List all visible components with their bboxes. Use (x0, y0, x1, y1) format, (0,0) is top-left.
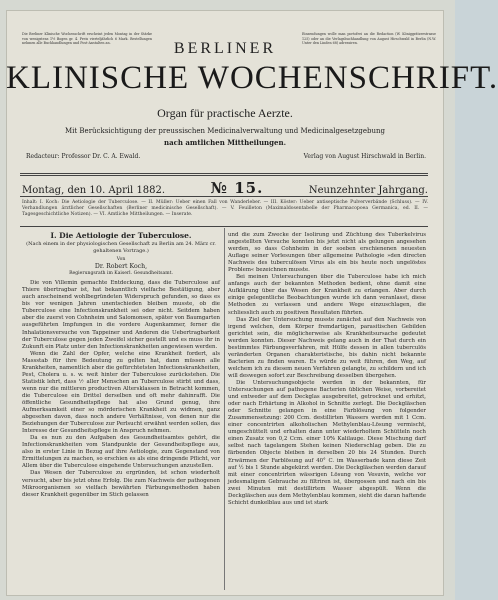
masthead-subline: Mit Berücksichtigung der preussischen Medicinalverwaltung und Medicinalgesetzgebung (64, 127, 386, 135)
column-divider (224, 228, 225, 590)
article-title: I. Die Aetiologie der Tuberculose. (50, 231, 192, 240)
masthead-subline-2: nach amtlichen Mittheilungen. (163, 138, 287, 147)
article-paragraph: Wenn die Zahl der Opfer, welche eine Krankheit fordert, als Massstab für ihre Bedeutung zu gelten hat, dann müssen alle Krankheiten, namentlich aber die gefürchtetsten Infectionskrankheiten, Pest, Cholera u. s. w. weit hinter der Tuberculose zurückstehen. Die Statistik lehrt, dass ⅐ aller Menschen an Tuberculose stirbt und dass, wenn nur die mittleren productiven Altersklassen in Betracht kommen, die Tuberculose ein Drittel derselben und oft mehr dahinrafft. Die öffentliche Gesundheitspflege hat also Grund genug, ihre Aufmerksamkeit einer so mörderischen Krankheit zu widmen, ganz abgesehen davon, dass noch andere Verhältnisse, von denen nur die Beziehungen der Tuberculose zur Perlsucht erwähnt werden sollen, das Interesse der Gesundheitspflege in Anspruch nehmen. (22, 350, 220, 435)
article-paragraph: Die Untersuchungsobjecte werden in der bekannten, für Untersuchungen auf pathogene Bacterien üblichen Weise, vorbereitet und entweder auf dem Deckglas ausgebreitet, getrocknet und erhitzt, oder nach Erhärtung in Alkohol in Schnitte zerlegt. Die Deckgläschen oder Schnitte gelangen in eine Farblösung von folgender Zusammensetzung: 200 Ccm. destillirten Wassers werden mit 1 Ccm. einer concentrirten alkoholischen Methylenblau-Lösung vermischt, umgeschüttelt und erhalten dann unter wiederholtem Schütteln noch einen Zusatz von 0,2 Ccm. einer 10% Kalilauge. Diese Mischung darf selbst nach tagelangem Stehen keinen Niederschlag geben. Die zu färbenden Objecte bleiben in derselben 20 bis 24 Stunden. Durch Erwärmen der Farblösung auf 40° C. im Wasserbade kann diese Zeit auf ½ bis 1 Stunde abgekürzt werden. Die Deckgläschen werden darauf mit einer concentrirten wässrigen Lösung von Vesuvin, welche vor jedesmaligem Gebrauche zu filtriren ist, übergossen und nach ein bis zwei Minuten mit destillirtem Wasser abgespült. Wenn die Deckgläschen aus dem Methylenblau kommen, sieht die daran haftende Schicht dunkelblau aus und ist stark (228, 379, 426, 506)
editor-name: Redacteur: Professor Dr. C. A. Ewald. (26, 153, 141, 160)
article-paragraph: Da es nun zu den Aufgaben des Gesundheitsamtes gehört, die Infectionskrankheiten vom Standpunkte der Gesundheitspflege aus, also in erster Linie in Bezug auf ihre Aetiologie, zum Gegenstand von Ermittelungen zu machen, so erschien es als eine dringende Pflicht, vor Allem über die Tuberculose eingehende Untersuchungen anzustellen. (22, 435, 220, 470)
article-paragraph: Bei meinen Untersuchungen über die Tuberculose habe ich mich anfangs auch der bekannten Methoden bedient, ohne damit eine Aufklärung über das Wesen der Krankheit zu erlangen. Aber durch einige gelegentliche Beobachtungen wurde ich dann veranlasst, diese Methoden zu verlassen und andere Wege einzuschlagen, die schliesslich auch zu positiven Resultaten führten. (228, 274, 426, 316)
rule-top-double (20, 175, 428, 176)
subscription-notice: Die Berliner Klinische Wochenschrift erscheint jeden Montag in der Stärke von wenigstens 1½ Bogen gr. 4. Preis vierteljährlich 6 Mark. Bestellungen nehmen alle Buchhandlungen und Post-Anstalten an. (22, 32, 152, 46)
article-column-right (228, 232, 426, 592)
masthead-subtitle: Organ für practische Aerzte. (157, 106, 293, 120)
table-of-contents: Inhalt: I. Koch: Die Aetiologie der Tuberculose. — II. Müller: Ueber einen Fall von Wanderleber. — III. Köster: Ueber antiseptische Pulververbände (Schluss). — IV. Verhandlungen ärztlicher Gesellschaften (Berliner medicinische Gesellschaft). — V. Feuilleton (Maximaldosentabelle der Pharmacopoea Germanica, ed. II. — Tagesgeschichtliche Notizen). — VI. Amtliche Mittheilungen. — Inserate. (22, 200, 428, 217)
article-author-role: Regierungsrath im Kaiserl. Gesundheitsamt. (69, 271, 173, 277)
article-paragraph: Das Ziel der Untersuchung musste zunächst auf den Nachweis von irgend welchen, dem Körper fremdartigen, parasitischen Gebilden gerichtet sein, die möglicherweise als Krankheitsursache gedeutet werden konnten. Dieser Nachweis gelang auch in der That durch ein bestimmtes Färbungsverfahren, mit Hülfe dessen in allen tuberculös veränderten Organen charakteristische, bis dahin nicht bekannte Bacterien zu finden waren. Es würde zu weit führen, den Weg, auf welchem ich zu diesem neuen Verfahren gelangte, zu schildern und ich will deswegen sofort zur Beschreibung desselben übergehen. (228, 316, 426, 379)
article-column-left (22, 232, 220, 592)
article-von: Von (116, 257, 126, 263)
masthead-title: KLINISCHE WOCHENSCHRIFT. (6, 60, 498, 96)
article-paragraph: Die von Villemin gemachte Entdeckung, dass die Tuberculose auf Thiere übertragbar ist, hat bekanntlich vielfache Bestätigung, aber auch anscheinend wohlbegründeten Widerspruch gefunden, so dass es bis vor wenigen Jahren unentschieden bleiben musste, ob die Tuberculose eine Infectionskrankheit sei oder nicht. Seitdem haben aber die zuerst von Cohnheim und Salomonsen, später von Baumgarten ausgeführten Impfungen in die vordere Augenkammer, ferner die Inhalationsversuche von Tappeiner und Anderen die Uebertragbarkeit der Tuberculose gegen jeden Zweifel sicher gestellt und es muss ihr in Zukunft ein Platz unter den Infectionskrankheiten angewiesen werden. (22, 280, 220, 350)
rule-top (20, 173, 428, 174)
masthead-line-1: BERLINER (173, 40, 277, 57)
article-paragraph: Das Wesen der Tuberculose zu ergründen, ist schon wiederholt versucht, aber bis jetzt ohne Erfolg. Die zum Nachweis der pathogenen Mikroorganismen so vielfach bewährten Färbungsmethoden haben dieser Krankheit gegenüber im Stich gelassen (22, 470, 220, 498)
article-paragraph: und die zum Zwecke der Isolirung und Züchtung des Tuberkelvirus angestellten Versuche konnten bis jetzt nicht als gelungen angesehen werden, so dass Cohnheim in der soeben erschienenen neuesten Auflage seiner Vorlesungen über allgemeine Pathologie »den directen Nachweis des tuberculösen Virus als ein bis heute noch ungelöstes Problem« bezeichnen musste. (228, 232, 426, 274)
newspaper-page (6, 10, 498, 596)
issue-volume: Neunzehnter Jahrgang. (308, 185, 428, 196)
article-author: Dr. Robert Koch, (94, 263, 148, 271)
rule-below-date (20, 196, 428, 197)
publisher-name: Verlag von August Hirschwald in Berlin. (303, 153, 426, 160)
editor-row (26, 153, 426, 160)
article-note: (Nach einem in der physiologischen Gesellschaft zu Berlin am 24. März cr. gehaltenen Vortrage.) (26, 241, 216, 254)
issue-info-row (22, 179, 428, 197)
issue-number: № 15. (210, 179, 264, 197)
rule-below-contents (20, 226, 428, 227)
issue-date: Montag, den 10. April 1882. (22, 185, 166, 196)
submission-notice: Einsendungen wolle man portofrei an die Redaction (W. Königgrätzerstrasse 125) oder an die Verlagsbuchhandlung von August Hirschwald in Berlin (N.W. Unter den Linden 68) adressiren. (302, 32, 436, 46)
